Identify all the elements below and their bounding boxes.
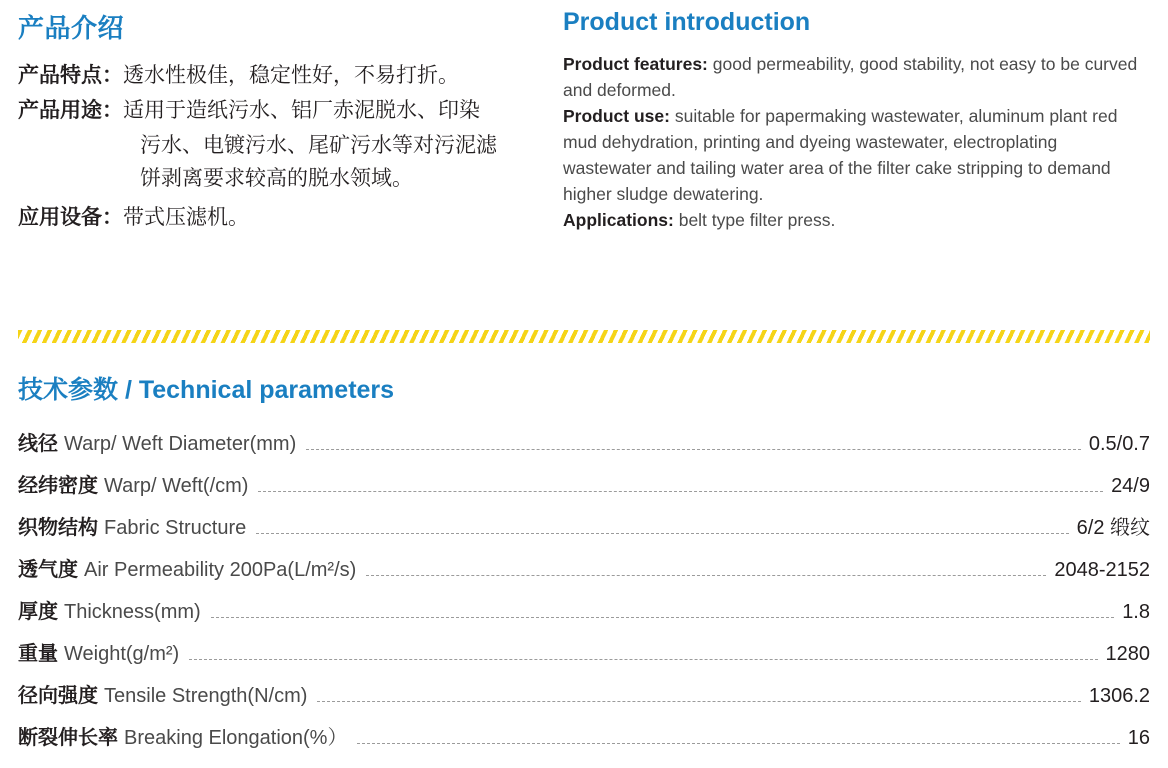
param-label-cn: 径向强度 xyxy=(18,685,98,707)
param-label-cn: 断裂伸长率 xyxy=(18,727,118,749)
product-use-line-2-cn: 污水、电镀污水、尾矿污水等对污泥滤 xyxy=(140,134,497,157)
param-label-en: Weight(g/m²) xyxy=(64,643,180,665)
product-use-line-3-cn: 饼剥离要求较高的脱水领域。 xyxy=(140,167,413,190)
leader-dots xyxy=(366,574,1046,576)
applications-value-cn: 带式压滤机。 xyxy=(123,206,249,229)
applications-text-en: belt type filter press. xyxy=(673,210,836,230)
intro-chinese-column xyxy=(18,8,563,236)
product-features-label-en: Product features: xyxy=(563,54,708,74)
product-use-row-cn xyxy=(18,94,563,127)
leader-dots xyxy=(189,658,1097,660)
param-label-en: Thickness(mm) xyxy=(64,601,201,623)
param-label-en: Breaking Elongation(%） xyxy=(124,727,348,749)
param-row xyxy=(18,474,1150,498)
applications-label-en: Applications: xyxy=(563,210,674,230)
param-label-en: Fabric Structure xyxy=(104,517,247,539)
intro-english-column xyxy=(563,8,1150,236)
product-use-paragraph-en xyxy=(563,103,1150,207)
technical-parameters-title: 技术参数 / Technical parameters xyxy=(18,376,395,404)
param-value: 1280 xyxy=(1105,643,1150,665)
param-row xyxy=(18,684,1150,708)
param-value: 24/9 xyxy=(1111,475,1150,497)
param-row xyxy=(18,642,1150,666)
param-row xyxy=(18,726,1150,750)
param-label-en: Warp/ Weft(/cm) xyxy=(104,475,249,497)
param-label-en: Warp/ Weft Diameter(mm) xyxy=(64,433,297,455)
param-value: 6/2 缎纹 xyxy=(1076,517,1150,539)
product-use-text-en: suitable for papermaking wastewater, aluminum plant red mud dehydration, printing and dyeing wastewater, electroplating wastewater and tailing water area of the filter cake stripping to demand higher sludge dewatering. xyxy=(563,106,1118,204)
product-features-text-en: good permeability, good stability, not easy to be curved and deformed. xyxy=(563,54,1138,100)
leader-dots xyxy=(306,448,1081,450)
product-use-label-en: Product use: xyxy=(563,106,670,126)
param-value: 1.8 xyxy=(1122,601,1150,623)
product-use-label-cn: 产品用途： xyxy=(18,99,123,122)
param-value: 16 xyxy=(1127,727,1150,749)
page-title-cn: 产品介绍 xyxy=(18,13,125,43)
param-row xyxy=(18,600,1150,624)
param-row xyxy=(18,516,1150,540)
leader-dots xyxy=(357,742,1119,744)
leader-dots xyxy=(256,532,1068,534)
product-features-label-cn: 产品特点： xyxy=(18,64,123,87)
product-features-paragraph-en xyxy=(563,51,1150,103)
param-label-cn: 线径 xyxy=(18,433,58,455)
param-value: 2048-2152 xyxy=(1054,559,1150,581)
param-label-cn: 透气度 xyxy=(18,559,78,581)
param-label-en: Tensile Strength(N/cm) xyxy=(104,685,308,707)
param-label-cn: 重量 xyxy=(18,643,58,665)
applications-row-cn xyxy=(18,201,563,234)
param-value: 1306.2 xyxy=(1088,685,1150,707)
product-features-value-cn: 透水性极佳，稳定性好，不易打折。 xyxy=(123,64,459,87)
param-label-cn: 经纬密度 xyxy=(18,475,98,497)
leader-dots xyxy=(211,616,1115,618)
param-label-cn: 厚度 xyxy=(18,601,58,623)
page-title-en: Product introduction xyxy=(563,8,811,36)
intro-section xyxy=(0,0,1168,236)
hatched-divider xyxy=(18,330,1150,343)
param-value: 0.5/0.7 xyxy=(1088,433,1150,455)
param-label-en: Air Permeability 200Pa(L/m²/s) xyxy=(84,559,357,581)
leader-dots xyxy=(317,700,1080,702)
product-use-value-cn: 适用于造纸污水、铝厂赤泥脱水、印染 xyxy=(123,99,480,122)
product-features-row-cn xyxy=(18,59,563,92)
applications-label-cn: 应用设备： xyxy=(18,206,123,229)
applications-paragraph-en xyxy=(563,207,1150,233)
param-row xyxy=(18,558,1150,582)
param-label-cn: 织物结构 xyxy=(18,517,98,539)
param-row xyxy=(18,432,1150,456)
technical-parameters-section xyxy=(18,370,1150,768)
leader-dots xyxy=(258,490,1103,492)
